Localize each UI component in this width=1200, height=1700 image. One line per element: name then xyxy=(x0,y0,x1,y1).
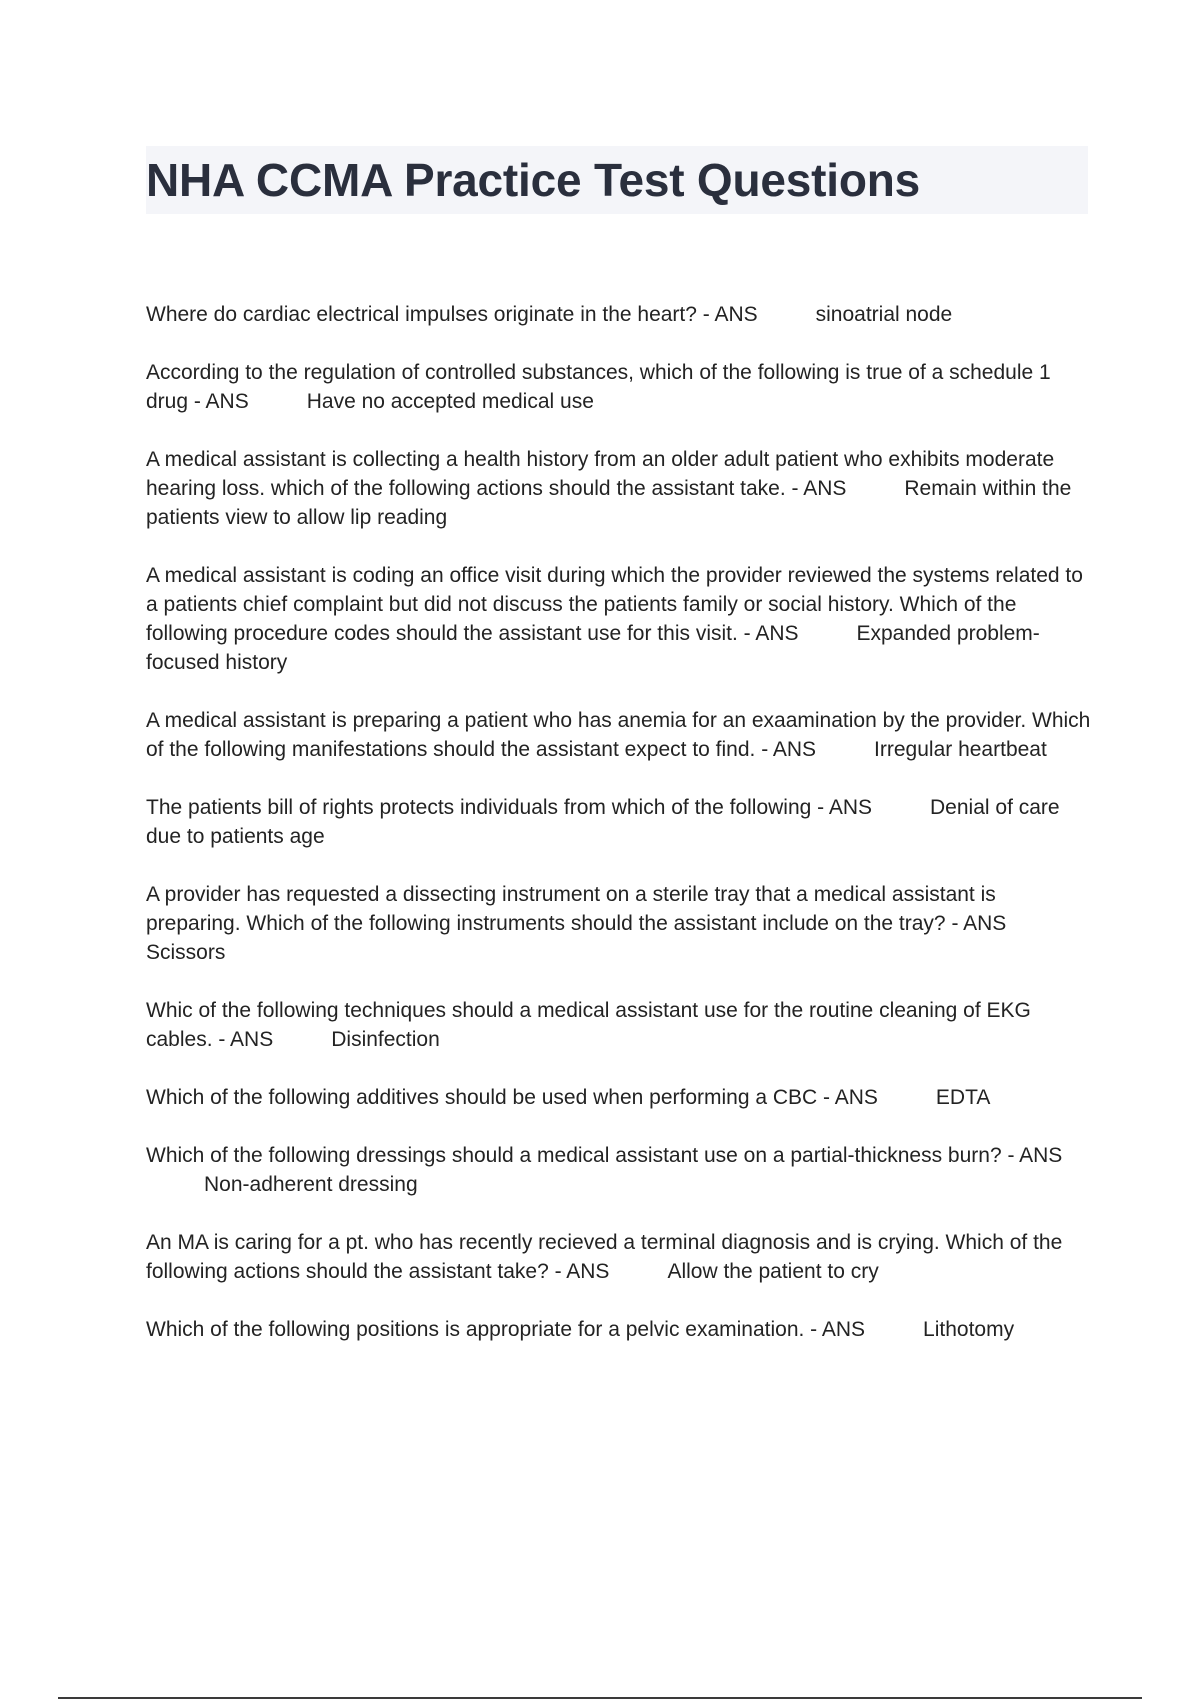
footer-divider xyxy=(58,1697,1142,1699)
qa-item xyxy=(146,706,1091,764)
question-text: An MA is caring for a pt. who has recently recieved a terminal diagnosis and is crying. Which of the following actions should the assistant take? - ANS xyxy=(146,1231,1063,1283)
qa-item xyxy=(146,1141,1091,1199)
question-text: Which of the following positions is appropriate for a pelvic examination. - ANS xyxy=(146,1318,866,1341)
qa-item xyxy=(146,445,1091,532)
answer-text: Non-adherent dressing xyxy=(204,1173,418,1196)
qa-item xyxy=(146,1315,1091,1344)
answer-text: EDTA xyxy=(935,1086,991,1109)
qa-list xyxy=(146,300,1091,1373)
answer-text: Irregular heartbeat xyxy=(874,738,1047,761)
qa-item xyxy=(146,300,1091,329)
qa-item xyxy=(146,880,1091,967)
answer-text: Expanded problem-focused history xyxy=(146,622,1040,674)
answer-text: Lithotomy xyxy=(923,1318,1015,1341)
answer-text: Denial of care due to patients age xyxy=(146,796,1060,848)
answer-text: Have no accepted medical use xyxy=(306,390,594,413)
page-title: NHA CCMA Practice Test Questions xyxy=(146,154,921,206)
qa-item xyxy=(146,1228,1091,1286)
question-text: A medical assistant is preparing a patient who has anemia for an exaamination by the provider. Which of the following manifestations should the assistant expect to find. - ANS xyxy=(146,709,1091,761)
answer-text: Remain within the patients view to allow lip reading xyxy=(146,477,1072,529)
question-text: A provider has requested a dissecting instrument on a sterile tray that a medical assistant is preparing. Which of the following instruments should the assistant include on the tray? - ANS xyxy=(146,883,1007,935)
answer-text: Scissors xyxy=(146,941,226,964)
question-text: Where do cardiac electrical impulses originate in the heart? - ANS xyxy=(146,303,758,326)
title-banner xyxy=(146,146,1088,214)
question-text: A medical assistant is collecting a health history from an older adult patient who exhibits moderate hearing loss. which of the following actions should the assistant take. - ANS xyxy=(146,448,1055,500)
qa-item xyxy=(146,1083,1091,1112)
question-text: According to the regulation of controlled substances, which of the following is true of a schedule 1 drug - ANS xyxy=(146,361,1051,413)
question-text: Which of the following additives should be used when performing a CBC - ANS xyxy=(146,1086,878,1109)
question-text: Whic of the following techniques should a medical assistant use for the routine cleaning of EKG cables. - ANS xyxy=(146,999,1031,1051)
qa-item xyxy=(146,996,1091,1054)
answer-text: sinoatrial node xyxy=(815,303,953,326)
qa-item xyxy=(146,793,1091,851)
qa-item xyxy=(146,358,1091,416)
question-text: The patients bill of rights protects individuals from which of the following - ANS xyxy=(146,796,873,819)
answer-text: Allow the patient to cry xyxy=(667,1260,879,1283)
question-text: Which of the following dressings should a medical assistant use on a partial-thickness burn? - ANS xyxy=(146,1144,1063,1167)
question-text: A medical assistant is coding an office visit during which the provider reviewed the systems related to a patients chief complaint but did not discuss the patients family or social history. Which of the following procedure codes should the assistant use for this visit. - ANS xyxy=(146,564,1083,645)
qa-item xyxy=(146,561,1091,677)
answer-text: Disinfection xyxy=(331,1028,440,1051)
